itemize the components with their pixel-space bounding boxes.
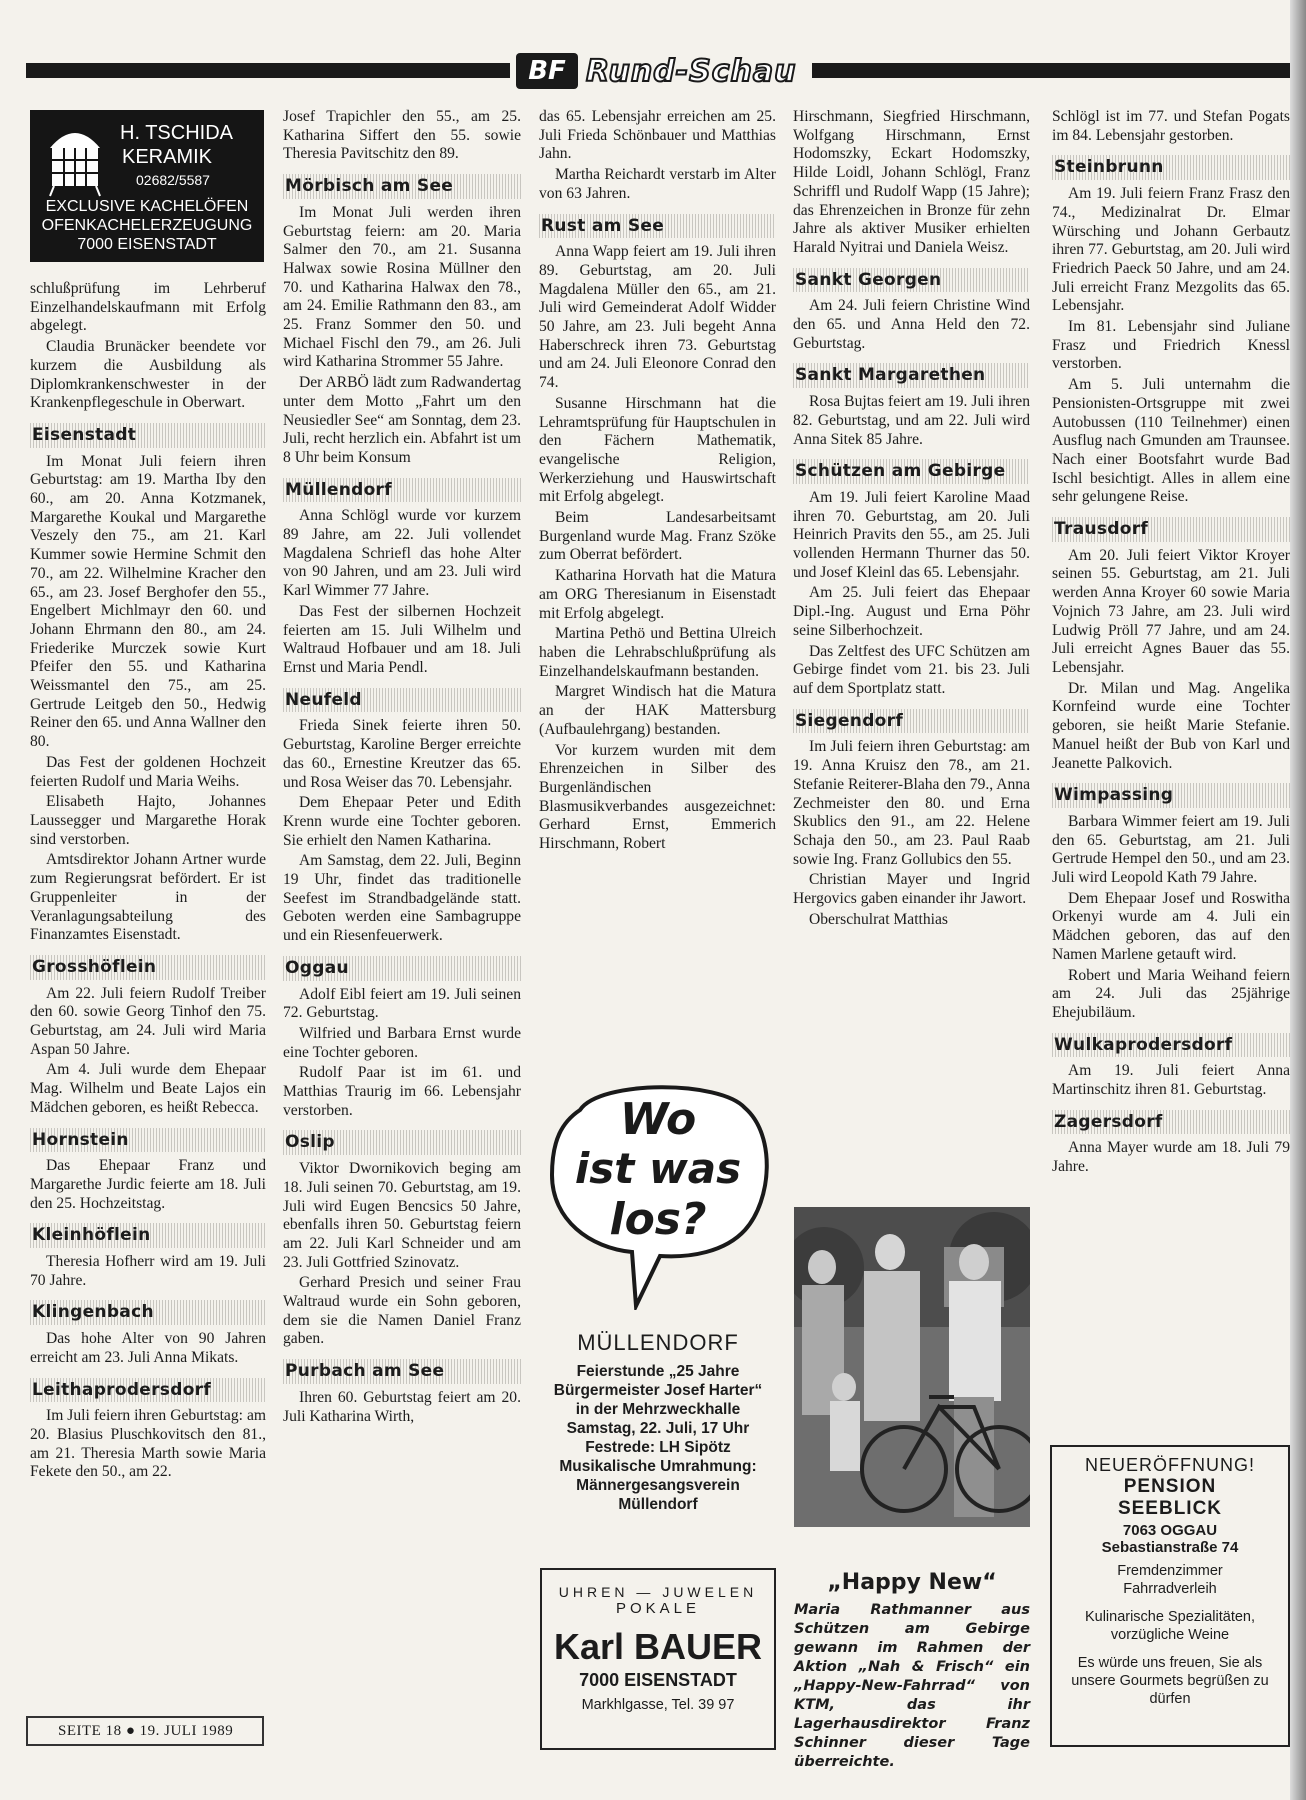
paragraph: Das Ehepaar Franz und Margarethe Jurdic feierte am 18. Juli den 25. Hochzeitstag. [30,1157,266,1212]
section-heading-steinbrunn: Steinbrunn [1052,155,1290,180]
section-heading-oggau: Oggau [283,956,521,981]
paragraph: Josef Trapichler den 55., am 25. Katharina Siffert den 55. sowie Theresia Pavitschitz den 89. [283,108,521,163]
paragraph: Barbara Wimmer feiert am 19. Juli den 65. Geburtstag, am 21. Juli Gertrude Hempel den 50., und am 23. Juli wird Leopold Kath 79 Jahre. [1052,812,1290,887]
ad-bauer-address: Markhlgasse, Tel. 39 97 [581,1697,735,1713]
paragraph: Der ARBÖ lädt zum Radwandertag unter dem Motto „Fahrt um den Neusiedler See“ am Sonntag, dem 23. Juli, recht herzlich ein. Abfahrt ist um 8 Uhr beim Konsum [283,374,521,466]
paragraph: schlußprüfung im Lehrberuf Einzelhandelskaufmann mit Erfolg abgelegt. [30,280,266,335]
paragraph: Martina Pethö und Bettina Ulreich haben die Lehrabschlußprüfung als Einzelhandelskaufmann bestanden. [539,625,776,680]
column-4 [793,108,1030,931]
paragraph: Elisabeth Hajto, Johannes Laussegger und Margarethe Horak sind verstorben. [30,793,266,848]
paragraph: Rosa Bujtas feiert am 19. Juli ihren 82. Geburtstag, und am 22. Juli wird Anna Sitek 85 Jahre. [793,393,1030,448]
event-line: Festrede: LH Sipötz [585,1439,731,1456]
section-heading-zagersdorf: Zagersdorf [1052,1110,1290,1135]
paragraph: Christian Mayer und Ingrid Hergovics gaben einander ihr Jawort. [793,871,1030,908]
section-heading-eisenstadt: Eisenstadt [30,423,266,448]
section-heading-grosshoeflein: Grosshöflein [30,955,266,980]
paragraph: Am 19. Juli feiert Karoline Maad ihren 70. Geburtstag, am 20. Juli Heinrich Pravits den 55., am 25. Juli vollenden Hermann Thurner das 50. und Josef Kleinl das 65. Lebensjahr. [793,488,1030,581]
ad-line1: EXCLUSIVE KACHELÖFEN [45,198,249,215]
paragraph: Ihren 60. Geburtstag feiert am 20. Juli Katharina Wirth, [283,1388,521,1425]
paragraph: Beim Landesarbeitsamt Burgenland wurde Mag. Franz Szöke zum Oberrat befördert. [539,509,776,564]
paragraph: Vor kurzem wurden mit dem Ehrenzeichen in Silber des Burgenländischen Blasmusikverbandes ausgezeichnet: Gerhard Ernst, Emmerich Hirschmann, Robert [539,741,776,853]
section-heading-leithaprodersdorf: Leithaprodersdorf [30,1378,266,1403]
paragraph: Dem Ehepaar Peter und Edith Krenn wurde eine Tochter geboren. Sie erhielt den Namen Katharina. [283,794,521,849]
section-heading-hornstein: Hornstein [30,1128,266,1153]
ad-pension-line: Kulinarische Spezialitäten, vorzügliche Weine [1084,1609,1256,1643]
event-line: Musikalische Umrahmung: [559,1458,757,1475]
ad-name-line2: KERAMIK [122,146,213,168]
ad-name-line1: H. TSCHIDA [120,122,233,144]
paragraph: Am 19. Juli feiern Franz Frasz den 74., Medizinalrat Dr. Elmar Würsching und Johann Gerbautz ihren 77. Geburtstag, am 20. Juli wird Friedrich Paeck 50 Jahre, und am 24. Juli erreicht Franz Mezgolits das 65. Lebensjahr. [1052,185,1290,315]
paragraph: Am 20. Juli feiert Viktor Kroyer seinen 55. Geburtstag, am 21. Juli werden Anna Kroyer 60 sowie Maria Vojnich 73 Jahre, am 23. Juli wird Ludwig Pröll 77 Jahre, und am 24. Juli erreicht Agnes Bauer das 55. Lebensjahr. [1052,546,1290,676]
photo-bicycle-handover [794,1207,1030,1527]
section-heading-sankt-georgen: Sankt Georgen [793,268,1030,293]
caption-title: „Happy New“ [827,1570,997,1595]
paragraph: Das Zeltfest des UFC Schützen am Gebirge findet vom 21. bis 23. Juli auf dem Sportplatz statt. [793,642,1030,697]
section-heading-neufeld: Neufeld [283,688,521,713]
paragraph: Am Samstag, dem 22. Juli, Beginn 19 Uhr, findet das traditionelle Seefest im Strandbadgelände statt. Geboten werden eine Sambagruppe und ein Riesenfeuerwerk. [283,852,521,945]
bubble-line2: ist was [574,1144,742,1193]
ad-pension-city: 7063 OGGAU [1122,1522,1218,1539]
photo-caption [794,1570,1030,1772]
photo-image [794,1207,1030,1527]
event-title: MÜLLENDORF [577,1330,739,1355]
paragraph: Viktor Dwornikovich beging am 18. Juli seinen 70. Geburtstag, am 19. Juli wird Eugen Bencsics 50 Jahre, ebenfalls ihren 50. Geburtstag feiern am 22. Juli Karl Schneider und am 23. Juli Gottfried Szinovatz. [283,1160,521,1271]
paragraph: Hirschmann, Siegfried Hirschmann, Wolfgang Hirschmann, Ernst Hodomszky, Eckart Hodomszky, Hilde Loidl, Johann Schlögl, Franz Schriffl und Rudolf Wapp (15 Jahre); das Ehrenzeichen in Bronze für zehn Jahre als aktiver Musiker erhielten Harald Nyitrai und Daniela Weisz. [793,108,1030,256]
paragraph: Das Fest der silbernen Hochzeit feierten am 15. Juli Wilhelm und Waltraud Hofbauer und am 18. Juli Ernst und Maria Pendl. [283,602,521,676]
paragraph: Am 4. Juli wurde dem Ehepaar Mag. Wilhelm und Beate Lajos ein Mädchen geboren, es heißt Rebecca. [30,1061,266,1116]
ad-bauer-line2: POKALE [615,1600,701,1617]
section-heading-trausdorf: Trausdorf [1052,517,1290,542]
paragraph: Theresia Hofherr wird am 19. Juli 70 Jahre. [30,1253,266,1289]
paragraph: Anna Mayer wurde am 18. Juli 79 Jahre. [1052,1139,1290,1176]
ad-pension-street: Sebastianstraße 74 [1101,1539,1239,1556]
ad-line2: OFENKACHELERZEUGUNG [41,217,253,234]
section-heading-rust: Rust am See [539,214,776,239]
section-heading-muellendorf: Müllendorf [283,478,521,503]
ad-tschida-keramik [30,110,264,262]
paragraph: Oberschulrat Matthias [809,910,949,928]
paragraph: Anna Wapp feiert am 19. Juli ihren 89. Geburtstag, am 20. Juli Magdalena Müller den 65., am 21. Juli wird Gemeinderat Adolf Widder 50 Jahre, am 23. Juli begeht Anna Haberschreck ihren 73. Geburtstag und am 24. Juli Eleonore Conrad den 74. [539,243,776,392]
column-3 [539,108,776,856]
event-line: Männergesangsverein [576,1477,740,1494]
paragraph: Das Fest der goldenen Hochzeit feierten Rudolf und Maria Weihs. [30,753,266,790]
section-heading-sankt-margarethen: Sankt Margarethen [793,363,1030,388]
paragraph: Im Monat Juli feiern ihren Geburtstag: am 19. Martha Iby den 60., am 20. Anna Kotzmanek, Margarethe Koukal und Margarethe Veszely den 75., am 21. Karl Kummer sowie Hermine Schmit den 70., am 22. Wilhelmine Kracher den 65., am 23. Josef Berghofer den 55., Engelbert Michlmayr den 60. und Johann Ehrmann den 80., am 24. Friederike Murczek sowie Kurt Pfeifer den 55. und Katharina Weissmantel den 75., am 25. Gertrude Leitgeb den 50., Hedwig Reiner den 65. und Anna Wallner den 80. [30,452,266,751]
header-bar-right [812,63,1306,78]
ad-pension-line: PENSION [1123,1476,1217,1497]
paragraph: Am 22. Juli feiern Rudolf Treiber den 60. sowie Georg Tinhof den 75. Geburtstag, am 24. Juli wird Maria Aspan 50 Jahre. [30,984,266,1058]
bubble-line1: Wo [619,1094,697,1145]
speech-bubble-wo-ist-was-los [540,1080,776,1310]
paragraph: Rudolf Paar ist im 61. und Matthias Traurig im 66. Lebensjahr verstorben. [283,1064,521,1119]
paragraph: Am 5. Juli unternahm die Pensionisten-Ortsgruppe mit zwei Autobussen (110 Teilnehmer) einen Ausflug nach Gmunden am Traunsee. Nach einer Bootsfahrt wurde Bad Ischl besichtigt. Alles in allem eine sehr gelungene Reise. [1052,376,1290,506]
ad-phone: 02682/5587 [136,172,210,188]
section-heading-purbach: Purbach am See [283,1359,521,1384]
paragraph: Robert und Maria Weihand feiern am 24. Juli das 25jährige Ehejubiläum. [1052,966,1290,1021]
paragraph: Susanne Hirschmann hat die Lehramtsprüfung für Hauptschulen in den Fächern Mathematik, evangelische Religion, Werkerziehung und Hauswirtschaft mit Erfolg abgelegt. [539,394,776,506]
paragraph: Schlögl ist im 77. und Stefan Pogats im 84. Lebensjahr gestorben. [1052,108,1290,144]
section-logo [516,52,806,90]
ad-pension-line: Fahrradverleih [1123,1581,1217,1597]
ad-pension-line: Es würde uns freuen, Sie als unsere Gourmets begrüßen zu dürfen [1071,1655,1269,1707]
section-heading-siegendorf: Siegendorf [793,709,1030,734]
caption-body: Maria Rathmanner aus Schützen am Gebirge gewann im Rahmen der Aktion „Nah & Frisch“ ein „Happy-New-Fahrrad“ von KTM, das ihr Lagerhausdirektor Franz Schinner dieser Tage überreichte. [794,1602,1030,1770]
column-5 [1052,108,1290,1179]
paragraph: Im Monat Juli werden ihren Geburtstag feiern: am 20. Maria Salmer den 70., am 21. Susanna Halwax sowie Rosina Müllner den 70. und Katharina Halwax den 78., am 24. Emilie Rathmann den 83., am 25. Franz Sommer den 50. und Michael Fischl den 79., am 26. Juli wird Katharina Strommer 55 Jahre. [283,203,521,371]
paragraph: Dr. Milan und Mag. Angelika Kornfeind wurde eine Tochter geboren, sie heißt Marie Stefanie. Manuel heißt der Bub von Karl und Jeanette Palkovich. [1052,679,1290,772]
section-heading-moerbisch: Mörbisch am See [283,174,521,199]
paragraph: das 65. Lebensjahr erreichen am 25. Juli Frieda Schönbauer und Matthias Jahn. [539,108,776,163]
paragraph: Das hohe Alter von 90 Jahren erreicht am 23. Juli Anna Mikats. [30,1330,266,1366]
event-muellendorf [540,1330,776,1514]
event-line: in der Mehrzweckhalle [575,1401,741,1418]
page-edge [1290,0,1306,1800]
page-footer: SEITE 18 ● 19. JULI 1989 [26,1716,264,1746]
kachelofen-icon [40,118,110,198]
header-bar-left [26,63,510,78]
paragraph: Frieda Sinek feierte ihren 50. Geburtstag, Karoline Berger erreichte das 60., Ernestine Kreutzer das 65. und Rosa Weiser das 70. Lebensjahr. [283,717,521,791]
ad-pension-headline: NEUERÖFFNUNG! [1085,1455,1255,1475]
event-line: Feierstunde „25 Jahre [576,1363,740,1380]
section-heading-kleinhoeflein: Kleinhöflein [30,1223,266,1248]
paragraph: Am 19. Juli feiert Anna Martinschitz ihren 81. Geburtstag. [1052,1062,1290,1099]
event-line: Müllendorf [618,1496,698,1513]
ad-pension-seeblick [1050,1445,1290,1747]
paragraph: Am 25. Juli feiert das Ehepaar Dipl.-Ing. August und Erna Pöhr seine Silberhochzeit. [793,584,1030,639]
ad-line3: 7000 EISENSTADT [77,236,217,253]
page-header [26,52,1306,92]
ad-bauer-name: Karl BAUER [553,1626,763,1667]
paragraph: Wilfried und Barbara Ernst wurde eine Tochter geboren. [283,1024,521,1061]
paragraph: Anna Schlögl wurde vor kurzem 89 Jahre, am 22. Juli vollendet Magdalena Schriefl das hohe Alter von 90 Jahren, und am 23. Juli wird Karl Wimmer 77 Jahre. [283,507,521,600]
section-heading-wimpassing: Wimpassing [1052,783,1290,808]
ad-pension-name: SEEBLICK [1117,1498,1223,1519]
paragraph: Adolf Eibl feiert am 19. Juli seinen 72. Geburtstag. [283,985,521,1022]
section-title: Rund-Schau [586,53,797,89]
paragraph: Im Juli feiern ihren Geburtstag: am 20. Blasius Pluschkovitsch den 81., am 21. Theresia Marth sowie Maria Fekete den 50., am 22. [30,1407,266,1481]
section-heading-schuetzen: Schützen am Gebirge [793,459,1030,484]
paragraph: Katharina Horvath hat die Matura am ORG Theresianum in Eisenstadt mit Erfolg abgelegt. [539,567,776,622]
section-heading-wulkaprodersdorf: Wulkaprodersdorf [1052,1033,1290,1058]
event-line: Samstag, 22. Juli, 17 Uhr [566,1420,750,1437]
section-heading-oslip: Oslip [283,1130,521,1155]
paragraph: Gerhard Presich und seiner Frau Waltraud wurde ein Sohn geboren, dem sie die Namen Daniel Franz gaben. [283,1274,521,1348]
paragraph: Am 24. Juli feiern Christine Wind den 65. und Anna Held den 72. Geburtstag. [793,297,1030,352]
paragraph: Amtsdirektor Johann Artner wurde zum Regierungsrat befördert. Er ist Gruppenleiter in der Veranlagungsabteilung des Finanzamtes Eisenstadt. [30,851,266,944]
paragraph: Claudia Brunäcker beendete vor kurzem die Ausbildung als Diplomkrankenschwester in der Krankenpflegeschule in Oberwart. [30,338,266,412]
paragraph: Martha Reichardt verstarb im Alter von 63 Jahren. [539,166,776,202]
bf-logo: BF [516,53,578,89]
paragraph: Im 81. Lebensjahr sind Juliane Frasz und Friedrich Knessl verstorben. [1052,318,1290,373]
ad-bauer-city: 7000 EISENSTADT [579,1670,737,1690]
column-2 [283,108,521,1428]
ad-karl-bauer [540,1568,776,1750]
bubble-line3: los? [609,1194,707,1245]
column-1 [30,280,266,1484]
section-heading-klingenbach: Klingenbach [30,1300,266,1325]
ad-bauer-line1: UHREN — JUWELEN [558,1584,758,1600]
paragraph: Im Juli feiern ihren Geburtstag: am 19. Anna Kruisz den 78., am 21. Stefanie Reiterer-Blaha den 79., Anna Zechmeister den 80. und Erna Skublics den 91., am 22. Helene Schaja den 50., am 23. Paul Raab sowie Ing. Franz Gollubics den 55. [793,738,1030,868]
ad-pension-line: Fremdenzimmer [1117,1563,1223,1579]
paragraph: Dem Ehepaar Josef und Roswitha Orkenyi wurde am 4. Juli ein Mädchen geboren, das auf den Namen Marlene getauft wird. [1052,889,1290,963]
paragraph: Margret Windisch hat die Matura an der HAK Mattersburg (Aufbaulehrgang) bestanden. [539,683,776,738]
event-line: Bürgermeister Josef Harter“ [553,1382,763,1399]
